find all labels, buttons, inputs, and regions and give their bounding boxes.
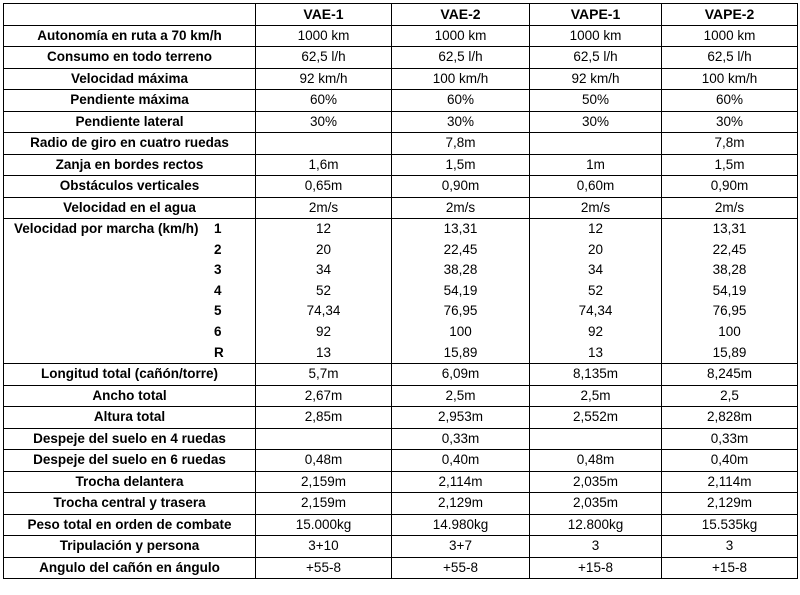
table-row <box>4 471 798 493</box>
row-value: 0,40m <box>662 450 798 472</box>
table-row <box>4 133 798 155</box>
gear-value: 12 <box>315 221 332 236</box>
header-cell-vae-2: VAE-2 <box>392 4 530 26</box>
gear-name-line <box>14 219 253 240</box>
row-label: Pendiente lateral <box>4 111 256 133</box>
table-row <box>4 25 798 47</box>
table-row <box>4 385 798 407</box>
row-value: 100 km/h <box>662 68 798 90</box>
row-value: +15-8 <box>530 557 662 579</box>
table-body <box>4 25 798 579</box>
gear-value: 52 <box>315 282 332 298</box>
spec-table <box>3 3 798 579</box>
table-row <box>4 176 798 198</box>
row-label: Despeje del suelo en 4 ruedas <box>4 428 256 450</box>
table-row <box>4 428 798 450</box>
row-value: 2,035m <box>530 471 662 493</box>
row-value: 1000 km <box>256 25 392 47</box>
row-value: 14.980kg <box>392 514 530 536</box>
header-cell-empty <box>4 4 256 26</box>
row-label: Despeje del suelo en 6 ruedas <box>4 450 256 472</box>
gear-value: 13 <box>587 344 604 360</box>
table-row <box>4 68 798 90</box>
gear-row <box>4 219 798 364</box>
row-label: Zanja en bordes rectos <box>4 154 256 176</box>
gear-name: 3 <box>214 262 222 278</box>
row-value: 2,5m <box>392 385 530 407</box>
row-value: 2m/s <box>662 197 798 219</box>
gear-value: 38,28 <box>712 262 747 278</box>
gear-name: 2 <box>214 241 222 257</box>
gear-value: 76,95 <box>443 303 478 319</box>
row-label: Autonomía en ruta a 70 km/h <box>4 25 256 47</box>
row-value: 2,159m <box>256 493 392 515</box>
row-value: 2,159m <box>256 471 392 493</box>
row-label: Angulo del cañón en ángulo <box>4 557 256 579</box>
gear-name-line <box>14 260 253 281</box>
row-label: Longitud total (cañón/torre) <box>4 364 256 386</box>
gear-name: R <box>214 344 224 360</box>
row-value: 2m/s <box>392 197 530 219</box>
gear-value: 54,19 <box>443 282 478 298</box>
row-label: Velocidad máxima <box>4 68 256 90</box>
row-label: Consumo en todo terreno <box>4 47 256 69</box>
gear-value-stack <box>258 219 389 363</box>
row-value: 6,09m <box>392 364 530 386</box>
table-row <box>4 514 798 536</box>
row-label: Trocha delantera <box>4 471 256 493</box>
header-row <box>4 4 798 26</box>
row-value: 2,828m <box>662 407 798 429</box>
row-label: Trocha central y trasera <box>4 493 256 515</box>
row-value: 1000 km <box>392 25 530 47</box>
gear-name: 6 <box>214 323 222 339</box>
row-value: 62,5 l/h <box>662 47 798 69</box>
row-value: 1m <box>530 154 662 176</box>
row-label: Tripulación y persona <box>4 536 256 558</box>
gear-value: 38,28 <box>443 262 478 278</box>
table-row <box>4 557 798 579</box>
gear-value: 15,89 <box>443 344 478 360</box>
row-value: 60% <box>392 90 530 112</box>
row-value: 0,33m <box>662 428 798 450</box>
gear-value: 12 <box>587 221 604 236</box>
gear-value: 20 <box>587 241 604 257</box>
row-value: 60% <box>662 90 798 112</box>
row-value: 60% <box>256 90 392 112</box>
row-value: 62,5 l/h <box>530 47 662 69</box>
row-value: 2,5 <box>662 385 798 407</box>
row-value: 0,48m <box>256 450 392 472</box>
row-value: 2,114m <box>392 471 530 493</box>
row-value: 1,6m <box>256 154 392 176</box>
row-value: 30% <box>256 111 392 133</box>
gear-value-stack <box>532 219 659 363</box>
table-row <box>4 90 798 112</box>
row-value: 1000 km <box>662 25 798 47</box>
row-value: 62,5 l/h <box>256 47 392 69</box>
row-label: Obstáculos verticales <box>4 176 256 198</box>
row-value: 30% <box>662 111 798 133</box>
row-value: 8,245m <box>662 364 798 386</box>
gear-value: 74,34 <box>578 303 613 319</box>
header-cell-vape-1: VAPE-1 <box>530 4 662 26</box>
row-value: 62,5 l/h <box>392 47 530 69</box>
row-value: +55-8 <box>392 557 530 579</box>
gear-values-cell <box>530 219 662 364</box>
gear-name: 1 <box>214 221 222 236</box>
table-row <box>4 111 798 133</box>
row-value: 2m/s <box>530 197 662 219</box>
row-value: 0,48m <box>530 450 662 472</box>
row-value: 2,035m <box>530 493 662 515</box>
row-value: 5,7m <box>256 364 392 386</box>
gear-value: 13,31 <box>443 221 478 236</box>
row-value: 2m/s <box>256 197 392 219</box>
gear-value: 52 <box>587 282 604 298</box>
row-value: 3+7 <box>392 536 530 558</box>
row-value: 2,5m <box>530 385 662 407</box>
row-value: 0,60m <box>530 176 662 198</box>
row-value: 2,85m <box>256 407 392 429</box>
row-value: 8,135m <box>530 364 662 386</box>
row-value: 2,552m <box>530 407 662 429</box>
row-value: 12.800kg <box>530 514 662 536</box>
gear-value: 22,45 <box>443 241 478 257</box>
gear-label-cell <box>4 219 256 364</box>
gear-value: 34 <box>587 262 604 278</box>
gear-value: 100 <box>449 323 472 339</box>
row-value <box>256 428 392 450</box>
table-row <box>4 154 798 176</box>
row-value: 92 km/h <box>256 68 392 90</box>
row-value <box>256 133 392 155</box>
gear-value: 92 <box>315 323 332 339</box>
row-value: +55-8 <box>256 557 392 579</box>
table-row <box>4 47 798 69</box>
table-row <box>4 450 798 472</box>
row-label: Peso total en orden de combate <box>4 514 256 536</box>
row-value: 100 km/h <box>392 68 530 90</box>
row-value: 0,33m <box>392 428 530 450</box>
row-value: 2,129m <box>392 493 530 515</box>
row-value: 2,129m <box>662 493 798 515</box>
gear-values-cell <box>392 219 530 364</box>
table-row <box>4 493 798 515</box>
row-value: 30% <box>530 111 662 133</box>
gear-value: 20 <box>315 241 332 257</box>
row-value: 15.535kg <box>662 514 798 536</box>
gear-name-line <box>14 343 253 364</box>
row-value: 7,8m <box>662 133 798 155</box>
row-label: Altura total <box>4 407 256 429</box>
row-value: 92 km/h <box>530 68 662 90</box>
gear-value: 34 <box>315 262 332 278</box>
gear-values-cell <box>256 219 392 364</box>
row-value: 3 <box>662 536 798 558</box>
gear-name-line <box>14 240 253 261</box>
row-value: 2,67m <box>256 385 392 407</box>
gear-name-stack <box>14 219 253 363</box>
gear-value: 100 <box>718 323 741 339</box>
gear-values-cell <box>662 219 798 364</box>
row-label: Ancho total <box>4 385 256 407</box>
row-value: 1,5m <box>392 154 530 176</box>
row-value: 15.000kg <box>256 514 392 536</box>
row-value: 0,90m <box>662 176 798 198</box>
gear-value: 76,95 <box>712 303 747 319</box>
row-value: 0,90m <box>392 176 530 198</box>
gear-value-stack <box>394 219 527 363</box>
row-value: +15-8 <box>662 557 798 579</box>
gear-name-line <box>14 281 253 302</box>
row-value: 2,953m <box>392 407 530 429</box>
gear-value-stack <box>664 219 795 363</box>
gear-value: 15,89 <box>712 344 747 360</box>
row-value <box>530 133 662 155</box>
table-row <box>4 364 798 386</box>
row-value: 3+10 <box>256 536 392 558</box>
table-row <box>4 407 798 429</box>
table-row <box>4 197 798 219</box>
row-value: 2,114m <box>662 471 798 493</box>
row-value: 1000 km <box>530 25 662 47</box>
gear-value: 13,31 <box>712 221 747 236</box>
gear-value: 54,19 <box>712 282 747 298</box>
row-label: Velocidad en el agua <box>4 197 256 219</box>
gear-title: Velocidad por marcha (km/h) <box>14 221 199 236</box>
row-value: 0,40m <box>392 450 530 472</box>
row-label: Pendiente máxima <box>4 90 256 112</box>
row-value: 7,8m <box>392 133 530 155</box>
gear-name-line <box>14 322 253 343</box>
row-value: 30% <box>392 111 530 133</box>
gear-value: 13 <box>315 344 332 360</box>
row-value <box>530 428 662 450</box>
gear-name: 4 <box>214 282 222 298</box>
table-row <box>4 536 798 558</box>
gear-name: 5 <box>214 303 222 319</box>
row-value: 0,65m <box>256 176 392 198</box>
header-cell-vae-1: VAE-1 <box>256 4 392 26</box>
gear-name-line <box>14 301 253 322</box>
row-label: Radio de giro en cuatro ruedas <box>4 133 256 155</box>
row-value: 1,5m <box>662 154 798 176</box>
header-cell-vape-2: VAPE-2 <box>662 4 798 26</box>
table-header <box>4 4 798 26</box>
gear-value: 92 <box>587 323 604 339</box>
gear-value: 74,34 <box>306 303 341 319</box>
row-value: 50% <box>530 90 662 112</box>
row-value: 3 <box>530 536 662 558</box>
gear-value: 22,45 <box>712 241 747 257</box>
